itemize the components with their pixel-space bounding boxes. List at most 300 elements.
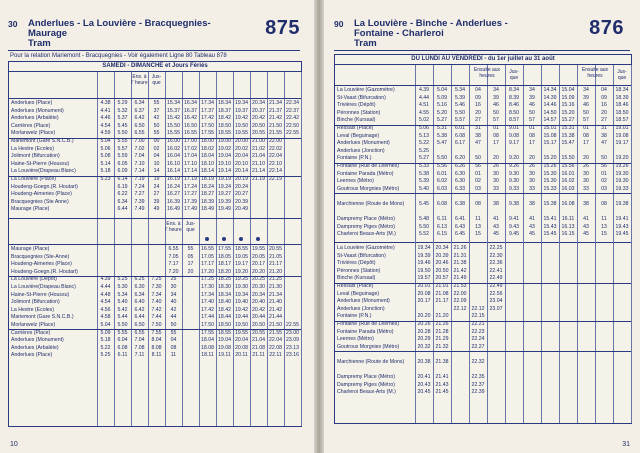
time-cell: 15.30 <box>543 178 557 185</box>
stop-name: Goutroux Morgnies (Métro) <box>337 185 400 192</box>
time-cell: 9.30 <box>508 170 520 177</box>
time-cell: 50 <box>153 122 160 129</box>
time-cell: 5.16 <box>436 102 448 109</box>
time-cell: 50 <box>601 155 607 162</box>
time-cell: 20 <box>187 268 194 275</box>
time-cell: 5.30 <box>117 284 128 290</box>
time-cell: 19.10 <box>218 160 231 167</box>
right-page <box>324 0 640 453</box>
stop-name: Mariemont (Gare S.N.C.B.) <box>11 314 74 321</box>
time-cell: 20.11 <box>235 352 248 359</box>
time-cell: 21.10 <box>252 160 265 167</box>
time-cell: 17.55 <box>201 329 214 336</box>
time-cell: 5.39 <box>418 178 430 185</box>
stop-name: Houdeng-Aimeries (Place) <box>11 191 72 198</box>
time-cell: 7.24 <box>134 183 145 190</box>
time-cell: 7.19 <box>134 176 145 182</box>
time-cell: 5.40 <box>418 185 430 192</box>
right-header <box>334 17 630 47</box>
time-cell: 20.39 <box>435 252 449 259</box>
time-cell: 16.27 <box>167 191 180 198</box>
time-cell: 20.19 <box>235 176 248 182</box>
time-cell: 30 <box>529 178 535 185</box>
time-cell: 5.56 <box>436 163 448 169</box>
time-cell: 20.34 <box>435 245 449 251</box>
time-cell: 16.08 <box>561 201 575 207</box>
time-cell: 21.11 <box>252 352 265 359</box>
time-cell: 21.26 <box>435 321 449 327</box>
time-cell: 34 <box>583 87 589 93</box>
time-cell: 20.30 <box>252 284 265 290</box>
time-cell: 08 <box>601 201 607 207</box>
time-cell: 7.00 <box>134 138 145 144</box>
time-cell: 43 <box>529 223 535 230</box>
time-cell: 57 <box>529 117 535 124</box>
stop-name: La Hestre (Ecoles) <box>11 306 54 313</box>
time-cell: 22.04 <box>269 337 282 344</box>
col-header-jusque: Jus- que <box>509 69 519 81</box>
time-cell: 21.50 <box>269 322 282 328</box>
stop-name: Anderlues (Place) <box>11 352 53 359</box>
time-cell: 18.04 <box>201 337 214 344</box>
time-cell: 16.24 <box>167 183 180 190</box>
header-rule <box>8 50 300 51</box>
time-cell: 16.03 <box>561 185 575 192</box>
time-cell: 5.57 <box>454 117 466 124</box>
time-cell: 17.00 <box>184 138 197 144</box>
time-cell: 19.55 <box>235 329 248 336</box>
time-cell: 20.20 <box>252 268 265 275</box>
time-cell: 30 <box>583 170 589 177</box>
stop-name: Carrières (Place) <box>11 122 51 129</box>
time-cell: 21.04 <box>252 337 265 344</box>
route-title: Anderlues - La Louvière - Bracquegnies-Maurage <box>28 18 211 39</box>
time-cell: 14.46 <box>543 102 557 109</box>
time-cell: 22.55 <box>286 130 299 137</box>
time-cell: 9.26 <box>508 163 520 169</box>
stop-name: Bracquegnies (Ste-Anne) <box>11 253 70 260</box>
time-cell: 19.14 <box>218 168 231 175</box>
time-cell: 16.13 <box>561 223 575 230</box>
time-cell: 16 <box>475 102 481 109</box>
time-cell: 22.35 <box>471 374 485 381</box>
time-cell: 20.04 <box>235 153 248 160</box>
time-cell: 17.02 <box>184 145 197 152</box>
time-cell: 5.08 <box>100 153 111 160</box>
time-cell: 21.41 <box>435 374 449 381</box>
time-cell: 09 <box>475 94 481 101</box>
time-cell: 43 <box>493 223 499 230</box>
time-cell: 6.42 <box>134 115 145 122</box>
time-cell: 4.56 <box>100 306 111 313</box>
stop-name: Péronnes (Station) <box>337 109 381 116</box>
time-cell: 20.42 <box>252 306 265 313</box>
time-cell: 19.04 <box>218 153 231 160</box>
row-group-rule <box>335 351 631 352</box>
time-cell: 18.39 <box>201 198 214 205</box>
time-cell: 19.34 <box>235 291 248 298</box>
time-cell: 55 <box>187 246 194 252</box>
time-cell: 6.41 <box>454 216 466 223</box>
time-cell: 33 <box>529 185 535 192</box>
time-cell: 20.57 <box>435 275 449 282</box>
time-cell: 46 <box>529 102 535 109</box>
time-cell: 6.50 <box>134 322 145 328</box>
time-cell: 31 <box>601 125 607 131</box>
column-divider <box>631 242 632 423</box>
time-cell: 5.18 <box>100 337 111 344</box>
time-cell: 9.01 <box>508 125 520 131</box>
time-cell: 22.49 <box>489 283 503 289</box>
time-cell: 5.22 <box>418 140 430 147</box>
time-cell: 21.49 <box>453 275 467 282</box>
time-cell: 5.29 <box>117 100 128 106</box>
stop-name: La Louvière (Place) <box>11 176 56 182</box>
time-cell: 19.42 <box>235 306 248 313</box>
time-cell: 16.49 <box>167 206 180 213</box>
time-cell: 6.22 <box>117 191 128 198</box>
stop-name: Haine-St-Pierre (Houssu) <box>11 291 70 298</box>
time-cell: 15.38 <box>561 132 575 139</box>
time-cell: 18.08 <box>201 344 214 351</box>
left-header <box>8 17 304 47</box>
time-cell: 15.45 <box>543 231 557 238</box>
time-cell: 6.20 <box>454 155 466 162</box>
time-cell: 15.37 <box>167 107 180 114</box>
time-cell: 21.55 <box>269 329 282 336</box>
time-cell: 17.50 <box>201 122 214 129</box>
time-cell: 19.27 <box>218 191 231 198</box>
stop-name: La Louvière (Gazomètre) <box>337 87 395 93</box>
time-cell: 7.27 <box>134 191 145 198</box>
time-cell: 19.19 <box>218 176 231 182</box>
stop-name: Leernes (Métro) <box>337 178 374 185</box>
time-cell: 20.01 <box>417 283 431 289</box>
time-cell: 16.01 <box>561 170 575 177</box>
time-cell: 6.42 <box>134 306 145 313</box>
header-rule <box>335 85 631 86</box>
col-header-ens: Ens. à l' heure <box>165 221 182 233</box>
time-cell: 08 <box>170 344 177 351</box>
time-cell: 21.20 <box>269 268 282 275</box>
time-cell: 08 <box>493 132 499 139</box>
time-cell: 15.43 <box>543 223 557 230</box>
time-cell: 38 <box>493 201 499 207</box>
time-cell: 6.30 <box>134 284 145 290</box>
time-cell: 15.27 <box>561 117 575 124</box>
time-cell: 19 <box>153 176 160 182</box>
time-cell: 26 <box>529 163 535 169</box>
time-cell: 9.45 <box>508 231 520 238</box>
stop-name: Leval (Beguinage) <box>337 132 380 139</box>
time-cell: 5.22 <box>100 344 111 351</box>
right-timetable <box>334 54 632 424</box>
time-cell: 23.09 <box>286 337 299 344</box>
time-cell: 17.17 <box>201 261 214 268</box>
time-cell: 6.14 <box>117 176 128 182</box>
time-cell: 7.49 <box>134 206 145 213</box>
time-cell: 19.26 <box>615 163 629 169</box>
column-divider <box>595 242 596 423</box>
time-cell: 6.50 <box>134 122 145 129</box>
time-cell: 15.56 <box>561 163 575 169</box>
time-cell: 6.04 <box>117 337 128 344</box>
stop-name: Fontaine (P.N.) <box>337 313 372 320</box>
time-cell: 14.50 <box>543 109 557 116</box>
time-cell: 22.37 <box>471 381 485 388</box>
stop-name: Péronnes (Station) <box>337 267 381 274</box>
time-cell: 56 <box>475 163 481 169</box>
section-number: 90 <box>334 19 344 29</box>
time-cell: 5.57 <box>117 145 128 152</box>
time-cell: 14.34 <box>543 87 557 93</box>
time-cell: 21.42 <box>269 115 282 122</box>
time-cell: 23.16 <box>286 352 299 359</box>
stop-name: Fontaine (Rue de Leernes) <box>337 163 399 169</box>
time-cell: 4.48 <box>100 291 111 298</box>
time-cell: 22.24 <box>471 336 485 343</box>
time-cell: 18.27 <box>201 191 214 198</box>
time-cell: 18.55 <box>235 246 248 252</box>
column-divider <box>301 72 302 426</box>
time-cell: 17.24 <box>184 183 197 190</box>
stop-name: Anderlues (Monument) <box>337 140 390 147</box>
time-cell: 20 <box>493 155 499 162</box>
time-cell: 18.55 <box>218 130 231 137</box>
line-number: 875 <box>265 17 300 39</box>
time-cell: 7.17 <box>168 261 179 268</box>
block-divider <box>335 242 631 243</box>
time-cell: 6.17 <box>454 140 466 147</box>
time-cell: 22.21 <box>471 321 485 327</box>
time-cell: 21.34 <box>269 291 282 298</box>
stop-name: La Louvière(Drapeau Blanc) <box>11 168 76 175</box>
stop-name: Goutroux Morgnies (Métro) <box>337 343 400 350</box>
time-cell: 5.50 <box>117 130 128 137</box>
stop-name: Dampremy Piges (Métro) <box>337 381 395 388</box>
time-cell: 21.30 <box>269 284 282 290</box>
time-cell: 22.42 <box>286 115 299 122</box>
service-band: DU LUNDI AU VENDREDI - du 1er juillet au 31 août <box>335 55 631 65</box>
time-cell: 5.50 <box>454 109 466 116</box>
time-cell: 18.37 <box>218 107 231 114</box>
time-cell: 21.14 <box>252 168 265 175</box>
time-cell: 22.55 <box>286 322 299 328</box>
col-header-jusque: Jus- que <box>151 74 162 86</box>
time-cell: 01 <box>583 125 589 131</box>
time-cell: 6.05 <box>117 160 128 167</box>
route-note: Pour la relation Mariemont - Bracquegnies - Voir également Ligne 80 Tableau 878 <box>10 53 227 59</box>
time-cell: 7.04 <box>134 337 145 344</box>
time-cell: 18.10 <box>201 160 214 167</box>
block-divider <box>9 218 301 219</box>
time-cell: 19.33 <box>615 185 629 192</box>
time-cell: 19.40 <box>235 299 248 306</box>
time-cell: 16.55 <box>201 246 214 252</box>
time-cell: 21.00 <box>252 138 265 144</box>
time-cell: 22.10 <box>269 160 282 167</box>
stop-name: Fontaine (Rue de Leernes) <box>337 321 399 327</box>
time-cell: 00 <box>153 138 160 144</box>
time-cell: 15.47 <box>561 140 575 147</box>
time-cell: 27 <box>601 117 607 124</box>
time-cell: 15.08 <box>543 132 557 139</box>
time-cell: 20.39 <box>235 198 248 205</box>
stop-name: Fontaine Parada (Métro) <box>337 170 394 177</box>
time-cell: 20.25 <box>252 276 265 283</box>
time-cell: 01 <box>529 125 535 131</box>
time-cell: 38 <box>583 201 589 207</box>
header-rule <box>9 98 301 99</box>
time-cell: 30 <box>583 178 589 185</box>
time-cell: 6.44 <box>134 314 145 321</box>
time-cell: 8.08 <box>151 344 162 351</box>
time-cell: 30 <box>493 178 499 185</box>
time-cell: 6.55 <box>134 130 145 137</box>
stop-name: La Louvière (Dépôt) <box>11 276 57 283</box>
time-cell: 17.14 <box>184 168 197 175</box>
time-cell: 6.08 <box>436 201 448 207</box>
time-cell: 21.45 <box>435 389 449 396</box>
group-header: Ensuite aux heures <box>473 67 501 79</box>
time-cell: 03 <box>601 185 607 192</box>
time-cell: 21.38 <box>435 359 449 365</box>
page-number: 31 <box>622 441 630 448</box>
time-cell: 6.34 <box>117 198 128 205</box>
time-cell: 17.34 <box>201 291 214 298</box>
stop-name: Maurage (Place) <box>11 206 50 213</box>
time-cell: 19.34 <box>235 100 248 106</box>
time-cell: 20.14 <box>235 168 248 175</box>
time-cell: 44 <box>170 314 177 321</box>
time-cell: 46 <box>583 102 589 109</box>
time-cell: 02 <box>475 178 481 185</box>
time-cell: 18.40 <box>218 299 231 306</box>
time-cell: 02 <box>153 145 160 152</box>
time-cell: 01 <box>493 125 499 131</box>
time-cell: 6.30 <box>454 178 466 185</box>
time-cell: 19.20 <box>235 268 248 275</box>
time-cell: 5.27 <box>418 155 430 162</box>
time-cell: 21.42 <box>453 267 467 274</box>
time-cell: 56 <box>601 163 607 169</box>
time-cell: 19.55 <box>235 130 248 137</box>
time-cell: 19.45 <box>615 231 629 238</box>
time-cell: 19.49 <box>218 206 231 213</box>
time-cell: 16.37 <box>184 107 197 114</box>
time-cell: 21.25 <box>269 276 282 283</box>
time-cell: 18.05 <box>218 253 231 260</box>
time-cell: 9.17 <box>508 140 520 147</box>
time-cell: 19.50 <box>417 267 431 274</box>
time-cell: 5.55 <box>117 329 128 336</box>
time-cell: 19.46 <box>417 260 431 267</box>
time-cell: 17 <box>583 140 589 147</box>
time-cell: 20.10 <box>235 160 248 167</box>
time-cell: 22.12 <box>453 305 467 312</box>
time-cell: 20.43 <box>417 381 431 388</box>
time-cell: 18.50 <box>218 122 231 129</box>
stop-name: Houdeng-Aimeries (Place) <box>11 261 72 268</box>
time-cell: 16.19 <box>167 176 180 182</box>
time-cell: 18.02 <box>201 145 214 152</box>
time-cell: 18.50 <box>218 322 231 328</box>
time-cell: 50 <box>493 109 499 116</box>
time-cell: 18.20 <box>218 268 231 275</box>
time-cell: 5.04 <box>100 322 111 328</box>
time-cell: 18.50 <box>615 109 629 116</box>
time-cell: 16.11 <box>561 216 575 223</box>
time-cell: 20.41 <box>417 374 431 381</box>
time-cell: 39 <box>153 198 160 205</box>
time-cell: 5.27 <box>436 117 448 124</box>
time-cell: 8.50 <box>508 109 520 116</box>
time-cell: 20.34 <box>252 100 265 106</box>
time-cell: 21.17 <box>269 261 282 268</box>
time-cell: 16.14 <box>167 168 180 175</box>
time-cell: 19.50 <box>235 122 248 129</box>
time-cell: 50 <box>475 155 481 162</box>
stop-name: Bracquegnies (Ste Anne) <box>11 198 69 205</box>
time-cell: 9.38 <box>508 201 520 207</box>
time-cell: 43 <box>583 223 589 230</box>
time-cell: 16.50 <box>184 122 197 129</box>
time-cell: 5.04 <box>100 138 111 144</box>
page-number: 10 <box>10 441 18 448</box>
time-cell: 20.00 <box>235 138 248 144</box>
stop-name: Anderlues (Arbalète) <box>11 115 59 122</box>
stop-name: Binche (Kursaal) <box>337 275 376 282</box>
time-cell: 34 <box>529 87 535 93</box>
time-cell: 6.01 <box>436 170 448 177</box>
time-cell: 19.08 <box>615 132 629 139</box>
time-cell: 57 <box>583 117 589 124</box>
time-cell: 7.25 <box>151 276 162 283</box>
time-cell: 7.55 <box>151 329 162 336</box>
time-cell: 6.30 <box>454 170 466 177</box>
time-cell: 9.08 <box>508 132 520 139</box>
time-cell: 16 <box>601 102 607 109</box>
stop-name: Anderlues (Monument) <box>11 337 64 344</box>
time-cell: 22.49 <box>489 275 503 282</box>
time-cell: 18.17 <box>218 261 231 268</box>
time-cell: 39 <box>529 94 535 101</box>
time-cell: 19.05 <box>235 253 248 260</box>
row-group-rule <box>335 193 631 194</box>
time-cell: 20.55 <box>252 130 265 137</box>
time-cell: 15.50 <box>561 155 575 162</box>
stop-name: Fontaine Parada (Métro) <box>337 328 394 335</box>
time-cell: 21.08 <box>252 344 265 351</box>
time-cell: 19.25 <box>235 276 248 283</box>
time-cell: 22.30 <box>489 252 503 259</box>
stop-name: Jolimont (Bifurcation) <box>11 299 60 306</box>
time-cell: 15.42 <box>167 115 180 122</box>
time-cell: 50 <box>529 109 535 116</box>
time-cell: 17.04 <box>184 153 197 160</box>
time-cell: 42 <box>153 115 160 122</box>
time-cell: 21.31 <box>453 252 467 259</box>
time-cell: 5.34 <box>454 87 466 93</box>
time-cell: 18.11 <box>201 352 214 359</box>
time-cell: 9.33 <box>508 185 520 192</box>
time-cell: 17.40 <box>201 299 214 306</box>
time-cell: 22.27 <box>471 343 485 350</box>
time-cell: 04 <box>475 87 481 93</box>
time-cell: 20.50 <box>252 122 265 129</box>
time-cell: 18.57 <box>615 117 629 124</box>
time-cell: 15.33 <box>543 185 557 192</box>
